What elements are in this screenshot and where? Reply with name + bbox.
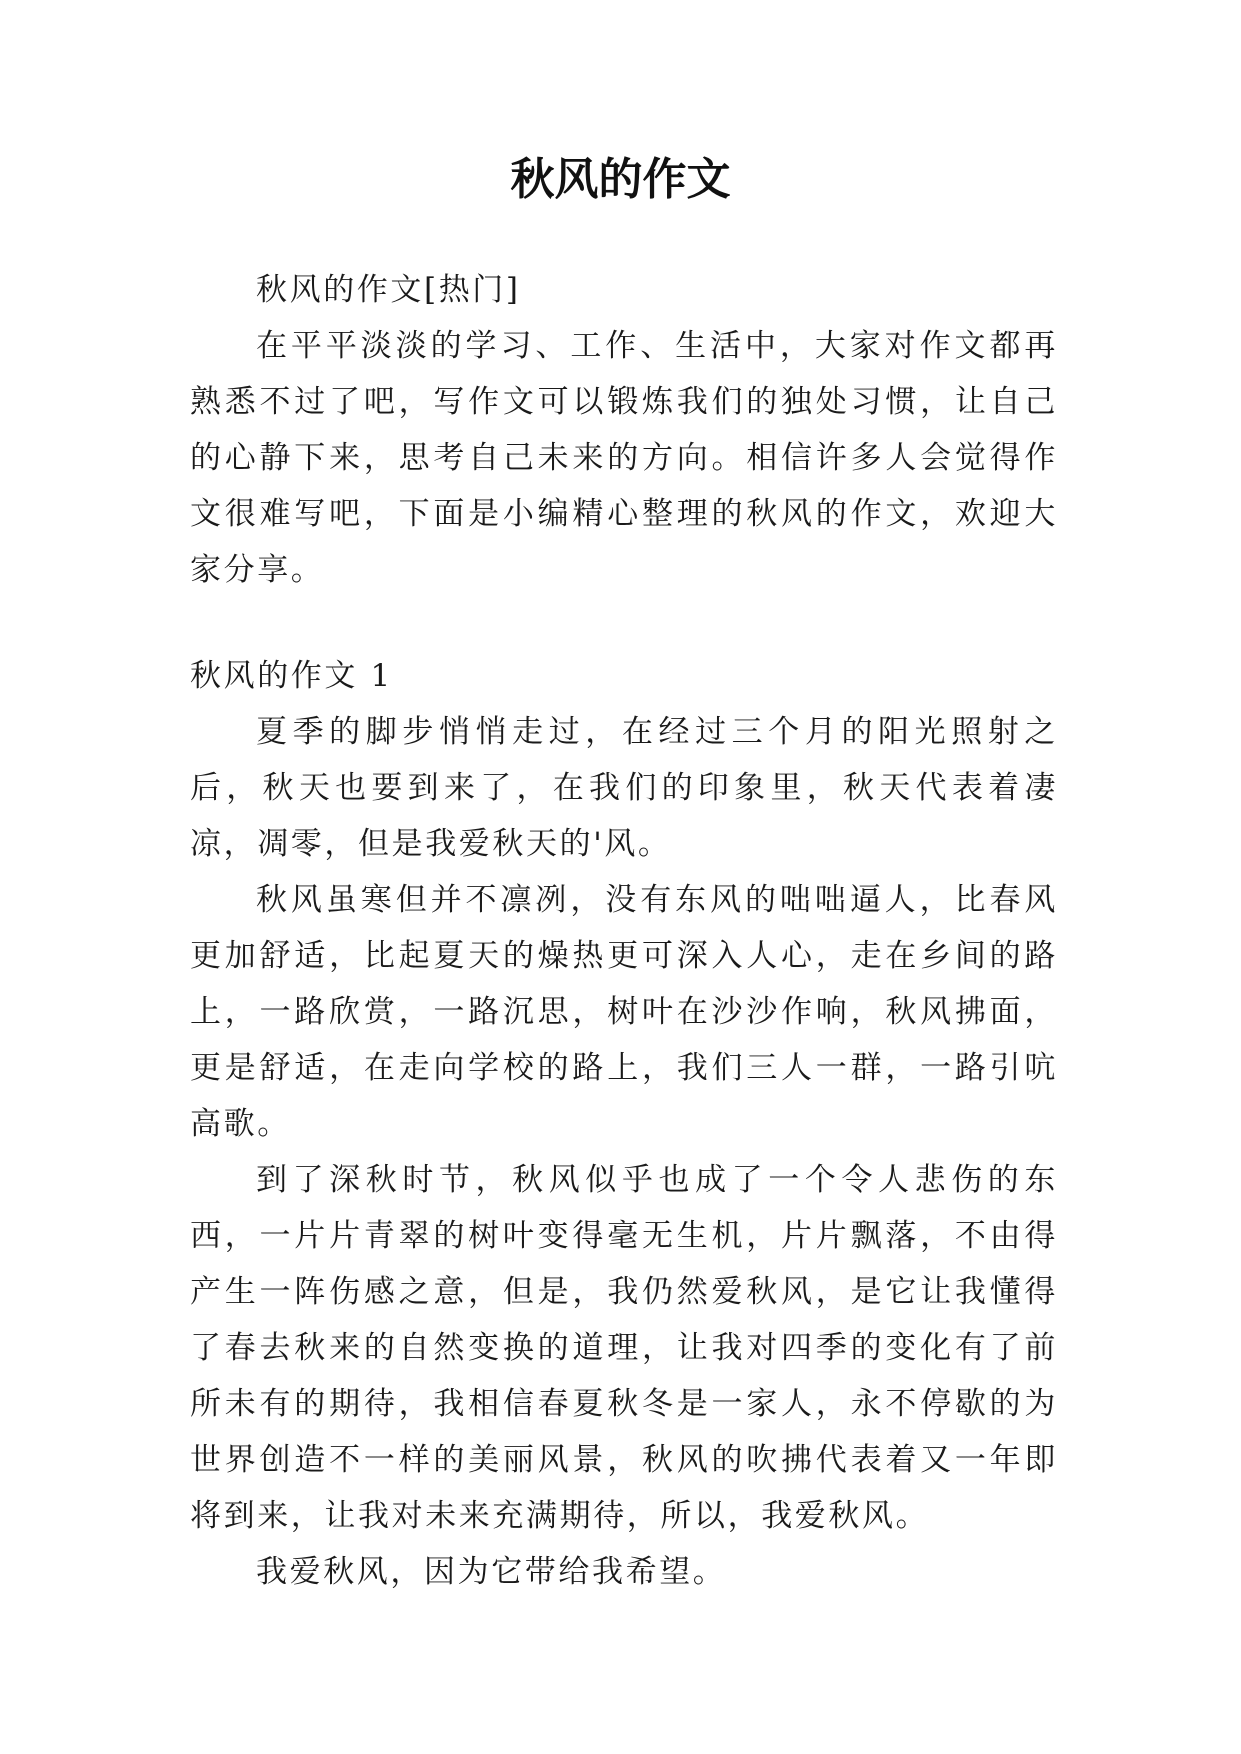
body-paragraph: 到了深秋时节，秋风似乎也成了一个令人悲伤的东西，一片片青翠的树叶变得毫无生机，片片飘落，不由得产生一阵伤感之意，但是，我仍然爱秋风，是它让我懂得了春去秋来的自然变换的道理，让我对四季的变化有了前所未有的期待，我相信春夏秋冬是一家人，永不停歇的为世界创造不一样的美丽风景，秋风的吹拂代表着又一年即将到来，让我对未来充满期待，所以，我爱秋风。 [190, 1162, 1058, 1534]
document-title: 秋风的作文 [510, 154, 731, 205]
section-heading: 秋风的作文 1 [190, 658, 393, 694]
body-paragraph: 夏季的脚步悄悄走过，在经过三个月的阳光照射之后，秋天也要到来了，在我们的印象里，秋天代表着凄凉，凋零，但是我爱秋天的'风。 [190, 714, 1058, 862]
document-body [190, 262, 1058, 1600]
body-paragraph: 我爱秋风，因为它带给我希望。 [256, 1554, 727, 1590]
subtitle-paragraph: 秋风的作文[热门] [256, 272, 521, 308]
intro-paragraph: 在平平淡淡的学习、工作、生活中，大家对作文都再熟悉不过了吧，写作文可以锻炼我们的独处习惯，让自己的心静下来，思考自己未来的方向。相信许多人会觉得作文很难写吧，下面是小编精心整理的秋风的作文，欢迎大家分享。 [190, 328, 1058, 588]
body-paragraph: 秋风虽寒但并不凛冽，没有东风的咄咄逼人，比春风更加舒适，比起夏天的燥热更可深入人心，走在乡间的路上，一路欣赏，一路沉思，树叶在沙沙作响，秋风拂面，更是舒适，在走向学校的路上，我们三人一群，一路引吭高歌。 [190, 882, 1058, 1142]
